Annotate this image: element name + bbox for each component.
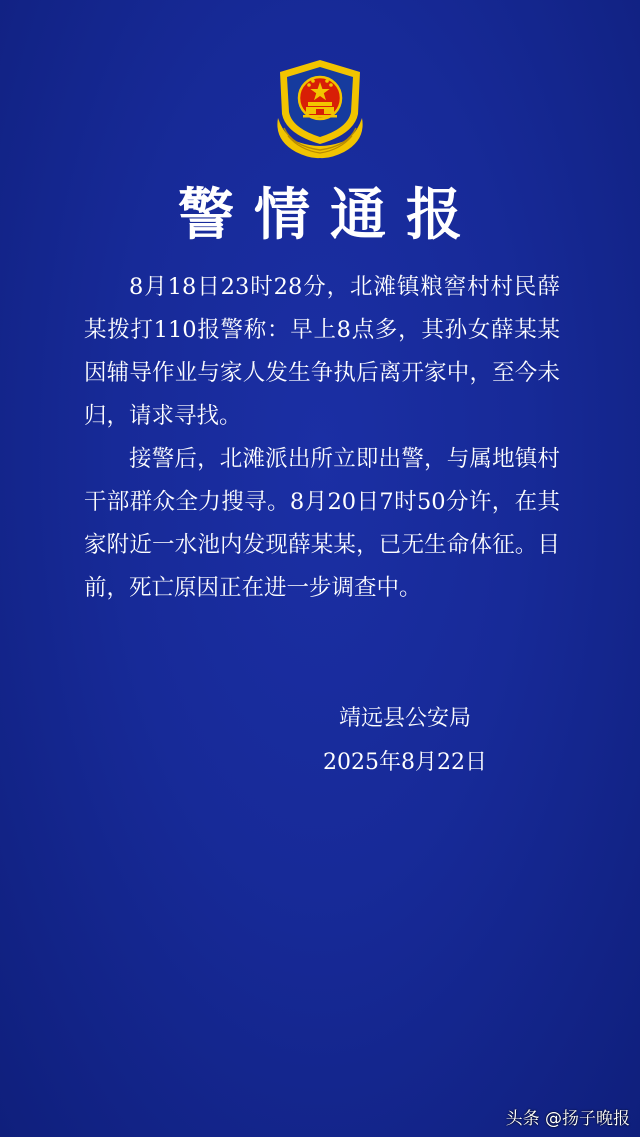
issuer-name: 靖远县公安局 <box>338 706 471 731</box>
issue-date: 2025年8月22日 <box>323 750 487 775</box>
signature-block <box>320 697 490 785</box>
notice-paragraph: 8月18日23时28分，北滩镇粮窖村村民薛某拨打110报警称：早上8点多，其孙女薛某某因辅导作业与家人发生争执后离开家中，至今未归，请求寻找。 <box>84 274 560 429</box>
source-watermark: 头条 @扬子晚报 <box>505 1109 630 1129</box>
notice-paragraph: 接警后，北滩派出所立即出警，与属地镇村干部群众全力搜寻。8月20日7时50分许，在其家附近一水池内发现薛某某，已无生命体征。目前，死亡原因正在进一步调查中。 <box>84 446 560 601</box>
page-title: 警情通报 <box>178 183 482 248</box>
police-emblem-icon <box>270 58 370 162</box>
notice-body <box>84 266 560 610</box>
